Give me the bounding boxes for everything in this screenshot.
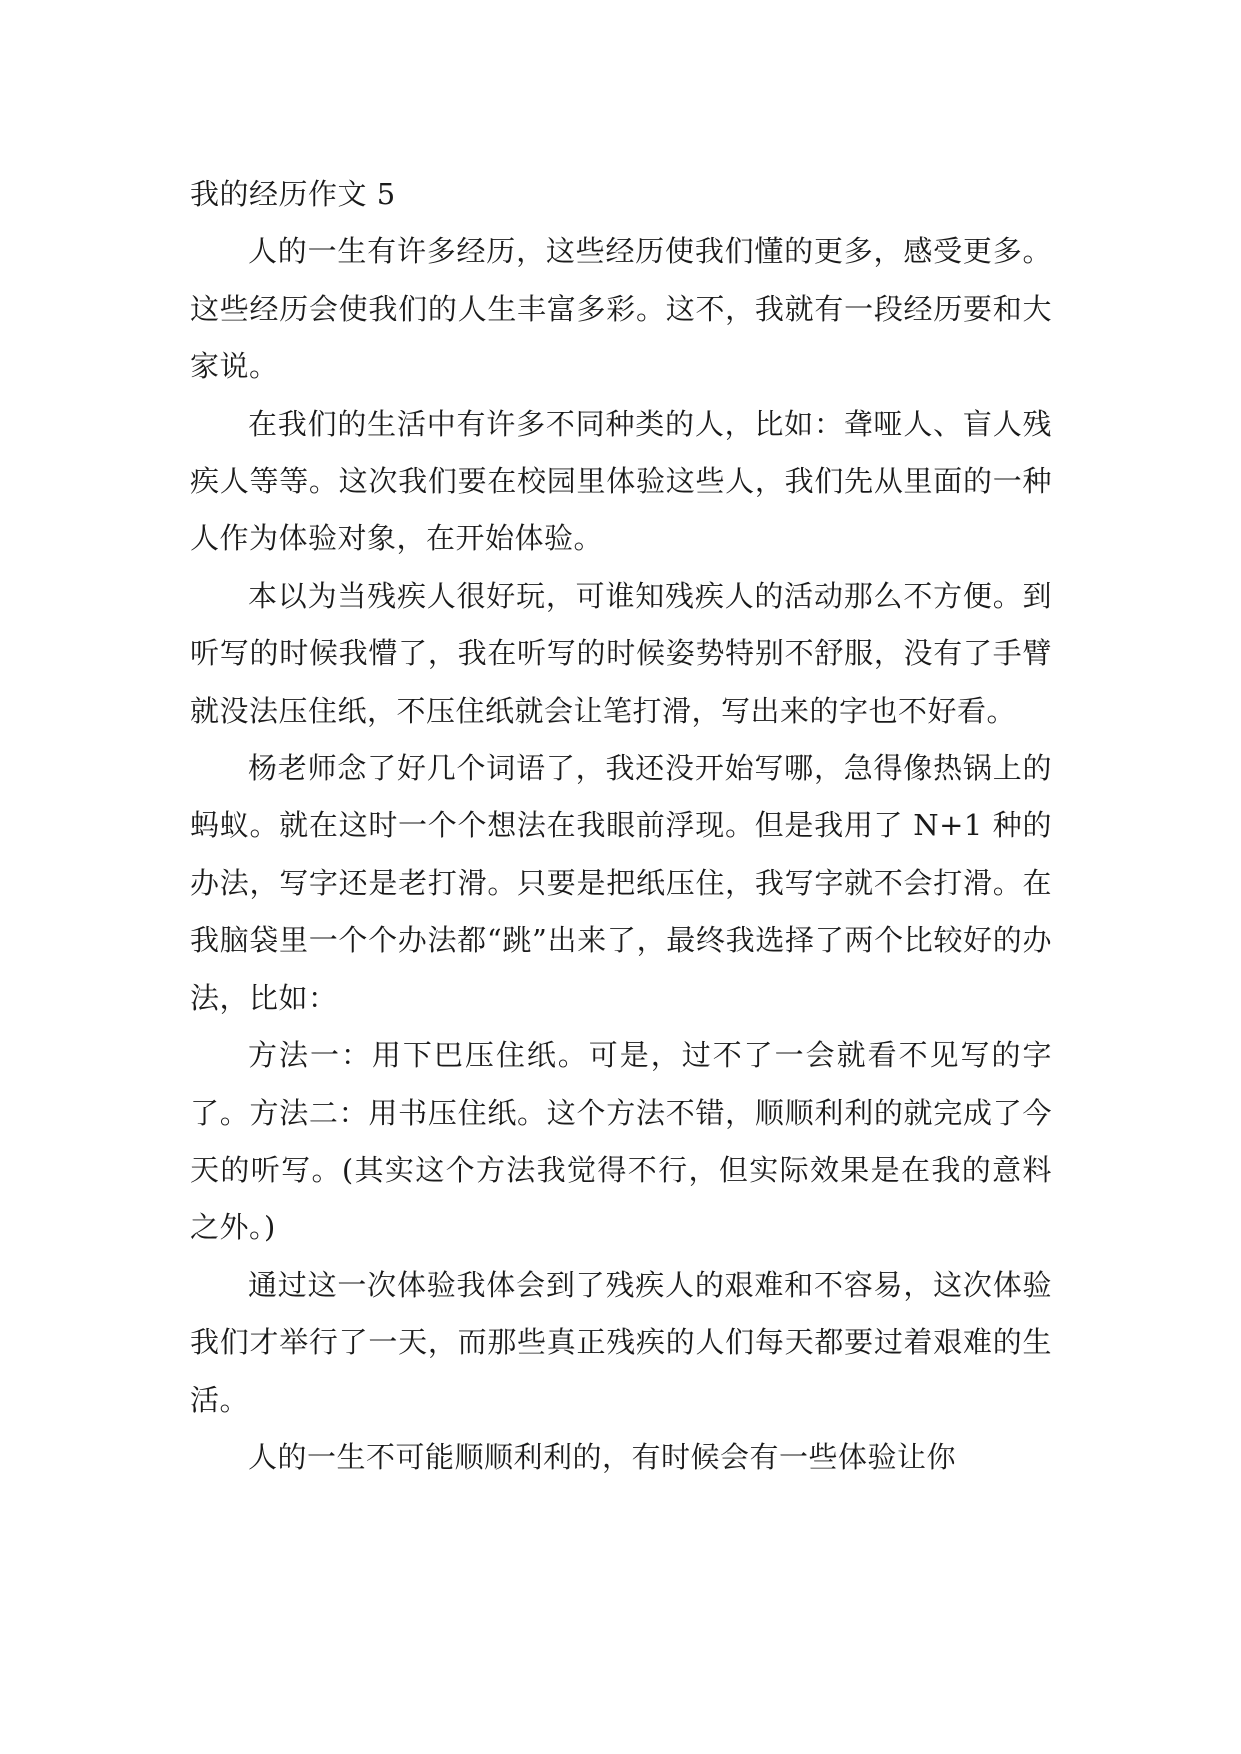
document-body bbox=[190, 166, 1052, 1486]
document-title: 我的经历作文 5 bbox=[190, 177, 396, 211]
paragraph-7: 人的一生不可能顺顺利利的，有时候会有一些体验让你 bbox=[248, 1439, 957, 1474]
paragraph-4: 杨老师念了好几个词语了，我还没开始写哪，急得像热锅上的蚂蚁。就在这时一个个想法在我眼前浮现。但是我用了 N+1 种的办法，写字还是老打滑。只要是把纸压住，我写字就不会打滑。在我脑袋里一个个办法都“跳”出来了，最终我选择了两个比较好的办法，比如： bbox=[190, 751, 1052, 1015]
paragraph-2: 在我们的生活中有许多不同种类的人，比如：聋哑人、盲人残疾人等等。这次我们要在校园里体验这些人，我们先从里面的一种人作为体验对象，在开始体验。 bbox=[190, 406, 1052, 556]
paragraph-6: 通过这一次体验我体会到了残疾人的艰难和不容易，这次体验我们才举行了一天，而那些真正残疾的人们每天都要过着艰难的生活。 bbox=[190, 1267, 1052, 1417]
paragraph-3: 本以为当残疾人很好玩，可谁知残疾人的活动那么不方便。到听写的时候我懵了，我在听写的时候姿势特别不舒服，没有了手臂就没法压住纸，不压住纸就会让笔打滑，写出来的字也不好看。 bbox=[190, 578, 1052, 728]
paragraph-5: 方法一：用下巴压住纸。可是，过不了一会就看不见写的字了。方法二：用书压住纸。这个方法不错，顺顺利利的就完成了今天的听写。(其实这个方法我觉得不行，但实际效果是在我的意料之外。) bbox=[190, 1038, 1052, 1245]
paragraph-1: 人的一生有许多经历，这些经历使我们懂的更多，感受更多。这些经历会使我们的人生丰富多彩。这不，我就有一段经历要和大家说。 bbox=[190, 234, 1052, 384]
